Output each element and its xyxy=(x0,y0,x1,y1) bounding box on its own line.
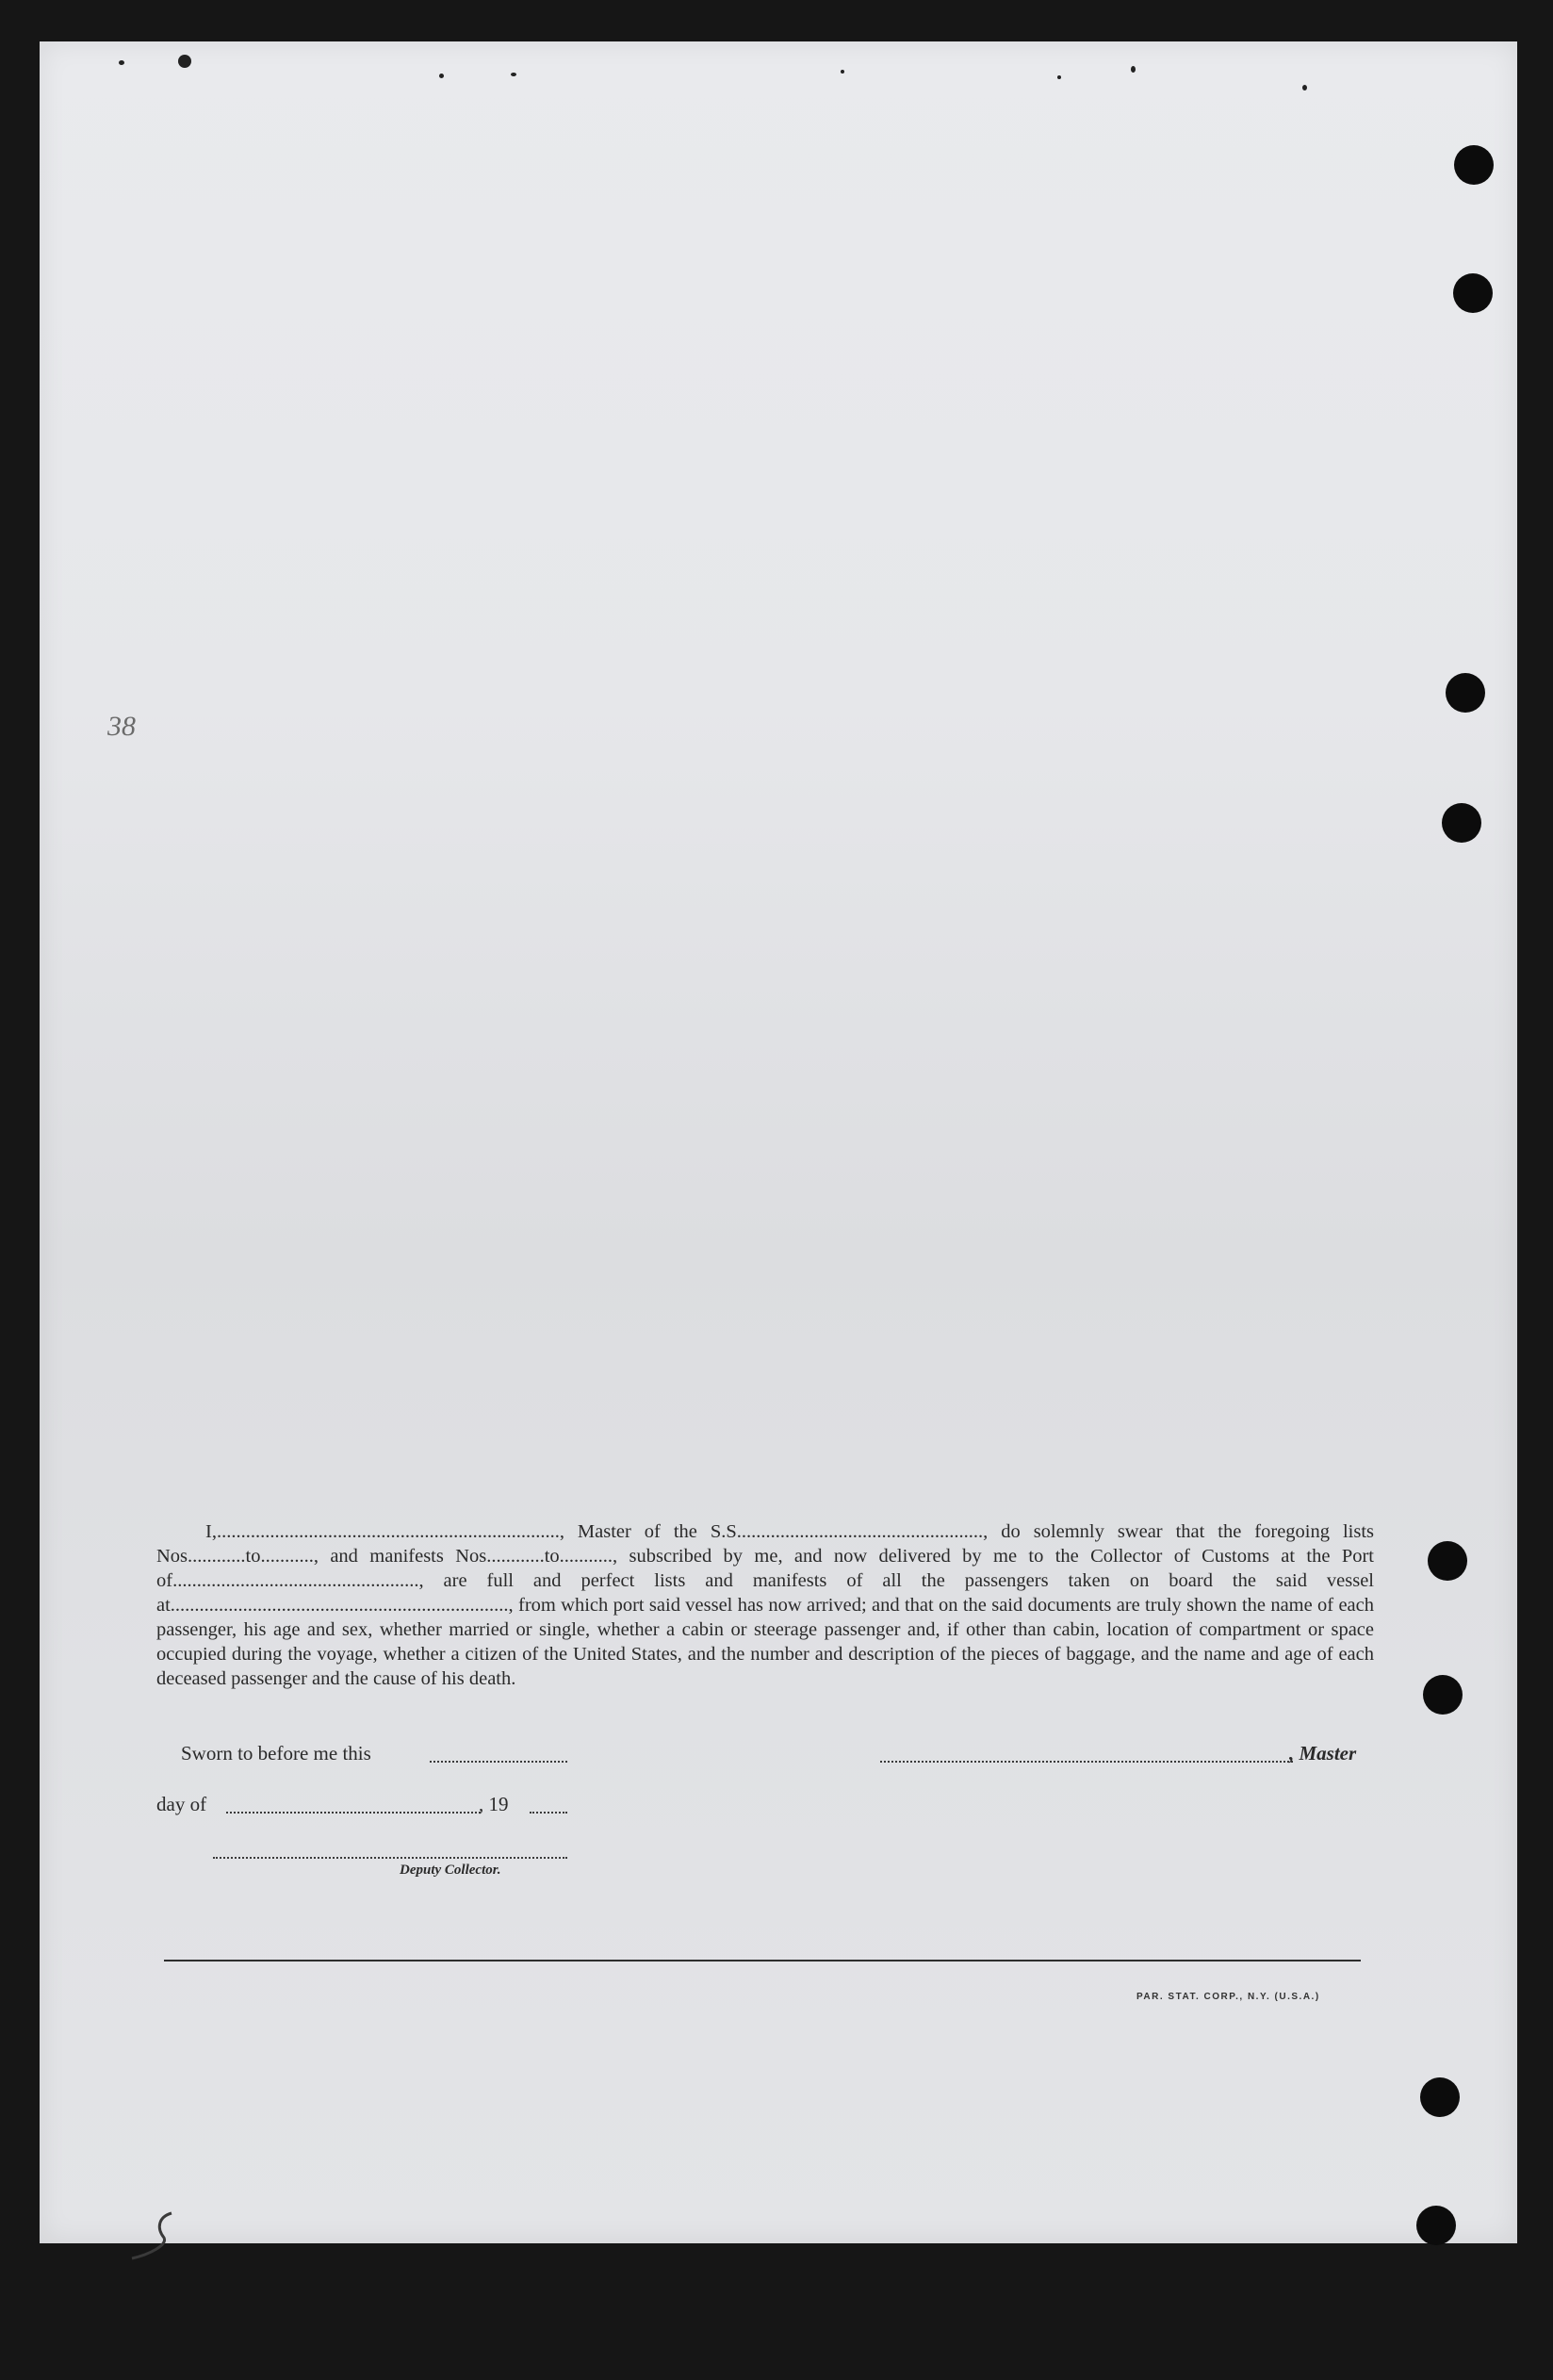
dust-speck xyxy=(511,73,516,76)
binder-hole xyxy=(1428,1541,1467,1581)
sworn-date-line xyxy=(430,1761,567,1763)
year-prefix: , 19 xyxy=(479,1793,509,1815)
master-oath-paragraph: I,......................................................................., Master of the S.S..................................................., do solemnly swear that the foregoing lists Nos............to..........., and manifests Nos............to..........., subscribed by me, and now delivered by me to the Collector of Customs at the Port of..................................................., are full and perfect lists and manifests of all the passengers taken on board the said vessel at......................................................................, from which port said vessel has now arrived; and that on the said documents are truly shown the name of each passenger, his age and sex, whether married or single, whether a cabin or steerage passenger and, if other than cabin, location of compartment or space occupied during the voyage, whether a citizen of the United States, and the number and description of the pieces of baggage, and the name and age of each deceased passenger and the cause of his death. xyxy=(156,1521,1374,1689)
dust-speck xyxy=(119,60,124,65)
year-line xyxy=(530,1812,567,1814)
dust-speck xyxy=(439,74,444,78)
binder-hole xyxy=(1420,2077,1460,2117)
master-label: , Master xyxy=(1289,1742,1357,1764)
sworn-label: Sworn to before me this xyxy=(181,1742,371,1764)
master-signature-line xyxy=(880,1761,1293,1763)
dust-speck xyxy=(841,70,844,74)
day-of-month-line xyxy=(226,1812,481,1814)
dust-speck xyxy=(178,55,191,68)
binder-hole xyxy=(1416,2206,1456,2245)
page-bottom-rule xyxy=(164,1960,1361,1961)
deputy-collector-signature-line xyxy=(213,1857,567,1859)
dust-speck xyxy=(1131,66,1136,73)
margin-page-mark: 38 xyxy=(107,711,136,742)
dust-speck xyxy=(1302,85,1307,90)
binder-hole xyxy=(1446,673,1485,713)
margin-scribble-mark xyxy=(130,2209,183,2262)
day-of-label: day of xyxy=(156,1793,207,1815)
dust-speck xyxy=(1057,75,1061,79)
binder-hole xyxy=(1423,1675,1463,1715)
binder-hole xyxy=(1442,803,1481,843)
binder-hole xyxy=(1454,145,1494,185)
binder-hole xyxy=(1453,273,1493,313)
printer-imprint: PAR. STAT. CORP., N.Y. (U.S.A.) xyxy=(1136,1992,1320,2002)
deputy-collector-label: Deputy Collector. xyxy=(400,1863,501,1878)
manifest-page xyxy=(40,41,1517,2243)
